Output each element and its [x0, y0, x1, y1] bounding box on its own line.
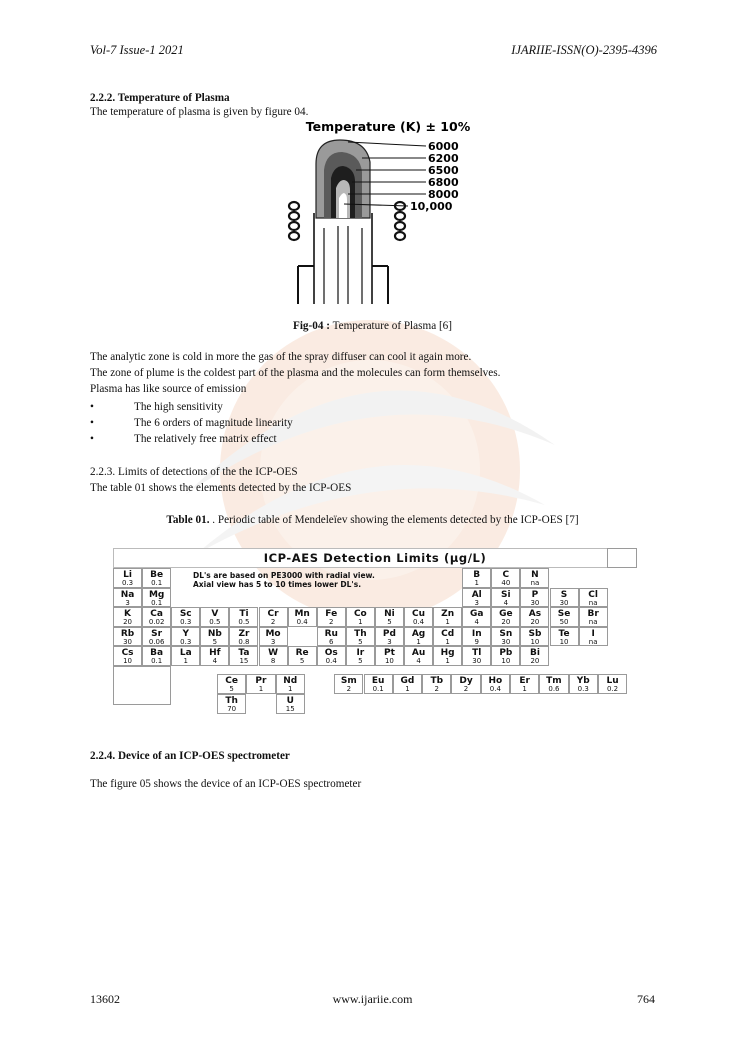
element-cell: [433, 646, 462, 666]
temp-label-8000: 8000: [428, 188, 459, 201]
lanthanide-cell: [598, 674, 627, 694]
paragraph-emission-source: Plasma has like source of emission: [90, 383, 247, 395]
element-cell: [433, 607, 462, 627]
detection-limit: 30: [559, 598, 569, 607]
element-symbol: Bi: [529, 648, 540, 658]
element-symbol: Lu: [606, 675, 619, 686]
detection-limit: 6: [329, 637, 334, 646]
bullet-mark: •: [90, 433, 94, 445]
detection-limit: 0.5: [238, 618, 250, 626]
element-cell: [288, 646, 317, 666]
element-cell: [113, 568, 142, 588]
element-cell: [579, 607, 608, 627]
detection-limit: 40: [501, 579, 511, 587]
element-symbol: Hf: [209, 648, 221, 658]
element-symbol: Ge: [499, 609, 513, 619]
element-symbol: Ag: [411, 628, 426, 639]
empty-cell: [607, 548, 637, 568]
element-cell: [317, 627, 346, 647]
detection-limit: 1: [445, 657, 450, 665]
detection-limit: 0.1: [151, 579, 163, 587]
temp-label-10000: 10,000: [410, 200, 453, 213]
element-symbol: Cd: [441, 628, 455, 639]
element-cell: [462, 607, 491, 627]
element-symbol: Cr: [267, 609, 279, 619]
detection-limit: 4: [416, 657, 421, 665]
element-symbol: Ti: [239, 609, 249, 619]
element-cell: [375, 627, 404, 647]
element-symbol: N: [531, 570, 539, 580]
detection-limit: 1: [416, 637, 421, 646]
element-cell: [491, 588, 520, 608]
element-symbol: Li: [123, 570, 132, 580]
element-symbol: Pb: [499, 648, 513, 658]
detection-limit: 1: [358, 618, 363, 626]
element-cell: [520, 568, 549, 588]
element-symbol: Fe: [325, 609, 338, 619]
detection-limit: 15: [239, 657, 249, 665]
detection-limit: 2: [463, 684, 469, 693]
detection-limit: 1: [288, 684, 293, 693]
element-symbol: Sn: [499, 628, 513, 639]
element-cell: [200, 646, 229, 666]
element-symbol: Er: [519, 675, 530, 686]
detection-limit: 4: [212, 657, 218, 665]
element-symbol: Cu: [412, 609, 426, 619]
detection-limit: 0.4: [412, 618, 425, 626]
element-symbol: Na: [120, 589, 135, 600]
element-cell: [491, 646, 520, 666]
element-symbol: Cl: [588, 589, 598, 600]
element-symbol: Sc: [179, 609, 192, 619]
detection-limit: 0.1: [372, 684, 384, 693]
detection-limit: 30: [123, 637, 132, 646]
element-symbol: K: [124, 609, 132, 619]
element-cell: [200, 607, 229, 627]
detection-limit: 30: [472, 657, 482, 665]
element-symbol: Sr: [151, 628, 163, 639]
figure04-caption-text: Temperature of Plasma [6]: [329, 320, 452, 332]
footer-left: 13602: [90, 992, 120, 1006]
detection-limit: 0.06: [148, 637, 165, 646]
temp-label-6500: 6500: [428, 164, 459, 177]
bullet-text: The relatively free matrix effect: [134, 433, 277, 445]
temp-label-6200: 6200: [428, 152, 459, 165]
detection-limit: 1: [183, 657, 188, 665]
element-symbol: W: [268, 648, 279, 658]
detection-limit: 5: [358, 637, 363, 646]
detection-limit: 10: [530, 637, 540, 646]
element-cell: [491, 627, 520, 647]
element-symbol: Ga: [470, 609, 484, 619]
element-symbol: In: [471, 628, 482, 639]
periodic-table-title: ICP-AES Detection Limits (µg/L): [263, 551, 487, 565]
bullet-text: The 6 orders of magnitude linearity: [134, 417, 293, 429]
element-symbol: V: [211, 609, 219, 619]
detection-limit: 5: [229, 684, 234, 693]
lanthanide-cell: [334, 674, 363, 694]
detection-limit: 0.6: [548, 684, 560, 693]
section-heading-device: 2.2.4. Device of an ICP-OES spectrometer: [90, 750, 290, 762]
detection-note: [193, 571, 375, 589]
element-symbol: Pr: [255, 675, 267, 686]
element-cell: [491, 607, 520, 627]
detection-limit: 3: [125, 598, 130, 607]
element-symbol: Br: [587, 609, 599, 619]
detection-limit: 20: [530, 657, 540, 665]
element-symbol: Co: [353, 609, 367, 619]
element-symbol: Mn: [294, 609, 310, 619]
element-cell: [259, 627, 288, 647]
element-symbol: Ni: [384, 609, 395, 619]
element-cell: [520, 627, 549, 647]
element-symbol: La: [179, 648, 192, 658]
lanthanide-cell: [393, 674, 422, 694]
detection-limit: 1: [258, 684, 264, 693]
limits-intro: The table 01 shows the elements detected by the ICP-OES: [90, 482, 352, 494]
element-symbol: Se: [557, 609, 571, 619]
detection-limit: 0.1: [151, 598, 163, 607]
element-cell: [229, 646, 258, 666]
detection-limit: 70: [227, 704, 237, 713]
bullet-mark: •: [90, 417, 94, 429]
detection-limit: na: [588, 618, 598, 626]
detection-limit: 0.3: [577, 684, 589, 693]
element-symbol: Yb: [576, 675, 590, 686]
element-cell: [520, 646, 549, 666]
detection-limit: 15: [285, 704, 295, 713]
detection-limit: 20: [123, 618, 132, 626]
element-cell: [229, 627, 258, 647]
element-cell: [317, 607, 346, 627]
element-symbol: Zr: [238, 628, 250, 639]
element-cell: [317, 646, 346, 666]
lanthanide-cell: [422, 674, 451, 694]
detection-limit: 10: [559, 637, 569, 646]
table01-caption: [0, 514, 745, 526]
detection-limit: 3: [270, 637, 276, 646]
lanthanide-cell: [451, 674, 480, 694]
element-symbol: Mo: [265, 628, 281, 639]
lanthanide-cell: [217, 674, 246, 694]
element-cell: [259, 607, 288, 627]
detection-limit: 4: [503, 598, 509, 607]
bullet-item: [90, 431, 277, 447]
detection-limit: 2: [346, 684, 352, 693]
figure04-caption-label: Fig-04 :: [292, 320, 330, 332]
element-symbol: Cs: [121, 648, 134, 658]
lanthanide-cell: [569, 674, 598, 694]
element-cell: [171, 627, 200, 647]
temperature-intro: The temperature of plasma is given by figure 04.: [90, 106, 309, 118]
device-intro: The figure 05 shows the device of an ICP-OES spectrometer: [90, 778, 362, 790]
section-heading-temperature: 2.2.2. Temperature of Plasma: [90, 92, 230, 104]
element-cell: [142, 627, 171, 647]
element-symbol: Te: [558, 628, 570, 639]
running-header-left: Vol-7 Issue-1 2021: [90, 43, 184, 57]
element-symbol: Eu: [371, 675, 385, 686]
element-symbol: Au: [411, 648, 426, 658]
lanthanide-cell: [276, 694, 305, 714]
detection-limit: 1: [445, 618, 450, 626]
detection-limit: 0.4: [325, 657, 337, 665]
detection-limit: 0.8: [238, 637, 250, 646]
figure04-caption: [0, 320, 745, 332]
detection-limit: 10: [501, 657, 511, 665]
element-cell: [259, 646, 288, 666]
element-cell: [142, 588, 171, 608]
element-symbol: Ir: [356, 648, 365, 658]
element-cell: [404, 646, 433, 666]
element-cell: [462, 627, 491, 647]
lanthanide-cell: [539, 674, 568, 694]
footer-website: www.ijariie.com: [332, 992, 413, 1006]
element-symbol: C: [502, 570, 510, 580]
element-symbol: I: [591, 628, 595, 639]
element-symbol: Tl: [472, 648, 482, 658]
detection-limit: 30: [530, 598, 540, 607]
detection-limit: 50: [559, 618, 569, 626]
figure-title: Temperature (K) ± 10%: [305, 119, 471, 134]
element-cell: [433, 627, 462, 647]
element-symbol: Th: [354, 628, 367, 639]
detection-limit: 5: [299, 657, 305, 665]
detection-limit: 1: [474, 579, 479, 587]
element-symbol: Si: [501, 589, 511, 600]
detection-limit: 0.4: [489, 684, 501, 693]
bullet-item: [90, 415, 293, 431]
element-symbol: As: [528, 609, 542, 619]
element-cell: [462, 646, 491, 666]
element-cell: [113, 627, 142, 647]
element-symbol: Nd: [283, 675, 298, 686]
element-cell: [142, 646, 171, 666]
lanthanide-cell: [217, 694, 246, 714]
lanthanide-cell: [510, 674, 539, 694]
detection-limit: 9: [474, 637, 479, 646]
detection-limit: 5: [212, 637, 218, 646]
element-symbol: Pd: [382, 628, 396, 639]
bullet-text: The high sensitivity: [134, 401, 223, 413]
element-symbol: P: [531, 589, 539, 600]
empty-cell: [113, 666, 171, 705]
element-symbol: Ce: [225, 675, 238, 686]
element-symbol: Ho: [488, 675, 503, 686]
section-heading-limits: 2.2.3. Limits of detections of the the ICP-OES: [90, 466, 298, 478]
element-symbol: Dy: [459, 675, 473, 686]
element-symbol: Hg: [440, 648, 455, 658]
element-symbol: Al: [471, 589, 482, 600]
element-cell: [142, 607, 171, 627]
element-cell: [550, 627, 579, 647]
detection-limit: 10: [384, 657, 394, 665]
detection-limit: 8: [270, 657, 276, 665]
detection-limit: na: [588, 598, 598, 607]
element-symbol: Sm: [340, 675, 357, 686]
detection-limit: 3: [474, 598, 479, 607]
element-symbol: B: [473, 570, 481, 580]
element-cell: [113, 607, 142, 627]
element-cell: [171, 646, 200, 666]
element-cell: [346, 627, 375, 647]
element-cell: [229, 607, 258, 627]
lanthanide-cell: [364, 674, 393, 694]
temp-label-6000: 6000: [428, 140, 459, 153]
detection-limit: 2: [434, 684, 439, 693]
bullet-item: [90, 399, 223, 415]
detection-limit: 30: [501, 637, 511, 646]
detection-note-line1: DL's are based on PE3000 with radial view.: [193, 571, 375, 580]
paragraph-plume-zone: The zone of plume is the coldest part of the plasma and the molecules can form themselves.: [90, 367, 501, 379]
temp-label-6800: 6800: [428, 176, 459, 189]
element-symbol: Os: [324, 648, 338, 658]
element-symbol: U: [286, 695, 294, 706]
detection-limit: 0.4: [296, 618, 308, 626]
element-cell: [113, 646, 142, 666]
element-cell: [550, 588, 579, 608]
element-cell: [346, 607, 375, 627]
element-cell: [404, 607, 433, 627]
element-symbol: Nb: [207, 628, 222, 639]
detection-limit: 0.3: [180, 637, 192, 646]
detection-limit: 2: [270, 618, 276, 626]
element-symbol: Ta: [238, 648, 250, 658]
paragraph-analytic-zone: The analytic zone is cold in more the gas of the spray diffuser can cool it again more.: [90, 351, 472, 363]
element-cell: [579, 588, 608, 608]
element-cell: [462, 568, 491, 588]
element-symbol: Be: [150, 570, 164, 580]
detection-limit: 0.02: [148, 618, 165, 626]
detection-limit: 3: [387, 637, 392, 646]
lanthanide-cell: [481, 674, 510, 694]
detection-limit: 4: [474, 618, 479, 626]
element-cell: [142, 568, 171, 588]
element-cell: [550, 607, 579, 627]
element-cell: [288, 607, 317, 627]
running-header-right: IJARIIE-ISSN(O)-2395-4396: [511, 43, 657, 57]
detection-limit: na: [530, 579, 540, 587]
detection-limit: 1: [445, 637, 450, 646]
element-symbol: Tb: [430, 675, 444, 686]
element-symbol: Ru: [324, 628, 338, 639]
table01-caption-label: Table 01.: [166, 514, 210, 526]
element-symbol: Zn: [441, 609, 455, 619]
element-cell: [171, 607, 200, 627]
element-symbol: Mg: [148, 589, 165, 600]
lanthanide-cell: [276, 674, 305, 694]
element-symbol: Rb: [120, 628, 135, 639]
element-symbol: Pt: [383, 648, 395, 658]
element-symbol: S: [560, 589, 568, 600]
detection-limit: 0.3: [121, 579, 134, 587]
element-cell: [346, 646, 375, 666]
detection-limit: 0.3: [180, 618, 192, 626]
element-cell: [520, 607, 549, 627]
element-symbol: Ca: [150, 609, 163, 619]
detection-limit: 10: [123, 657, 132, 665]
element-cell: [462, 588, 491, 608]
detection-limit: 5: [387, 618, 392, 626]
element-symbol: Sb: [528, 628, 542, 639]
element-cell: [200, 627, 229, 647]
footer-page-number: 764: [637, 992, 655, 1006]
bullet-mark: •: [90, 401, 94, 413]
detection-limit: 5: [358, 657, 363, 665]
element-symbol: Re: [295, 648, 309, 658]
lanthanide-cell: [246, 674, 275, 694]
element-cell: [579, 627, 608, 647]
detection-limit: 1: [522, 684, 527, 693]
element-symbol: Gd: [400, 675, 415, 686]
element-symbol: Y: [182, 628, 189, 639]
detection-limit: 20: [501, 618, 511, 626]
detection-limit: na: [588, 637, 598, 646]
element-symbol: Ba: [150, 648, 164, 658]
element-symbol: Tm: [546, 675, 562, 686]
plasma-temperature-figure: [278, 118, 498, 310]
periodic-table: [113, 548, 637, 716]
element-symbol: Th: [225, 695, 238, 706]
detection-limit: 1: [405, 684, 410, 693]
element-cell: [375, 607, 404, 627]
detection-limit: 0.2: [606, 684, 619, 693]
element-cell: [113, 588, 142, 608]
detection-limit: 2: [329, 618, 334, 626]
detection-limit: 20: [530, 618, 540, 626]
element-cell: [520, 588, 549, 608]
detection-limit: 0.5: [209, 618, 221, 626]
element-cell: [404, 627, 433, 647]
element-cell: [491, 568, 520, 588]
detection-limit: 0.1: [151, 657, 163, 665]
table01-caption-text: . Periodic table of Mendeleïev showing the elements detected by the ICP-OES [7]: [209, 514, 579, 526]
element-cell: [375, 646, 404, 666]
detection-note-line2: Axial view has 5 to 10 times lower DL's.: [193, 580, 362, 589]
